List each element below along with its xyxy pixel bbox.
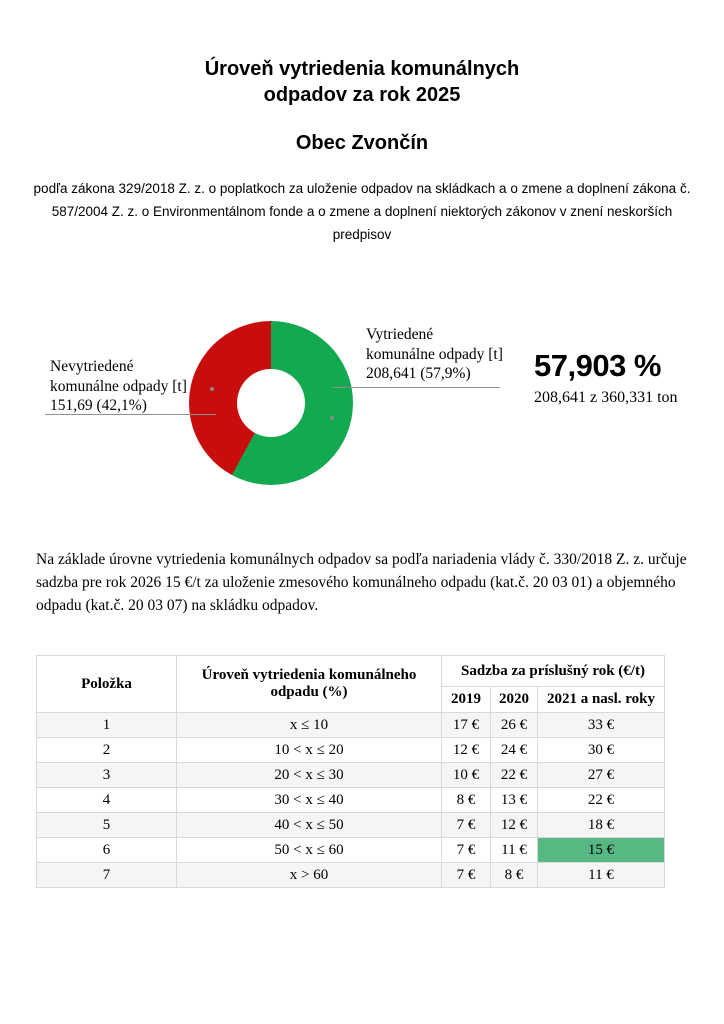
body-paragraph: Na základe úrovne vytriedenia komunálnych odpadov sa podľa nariadenia vlády č. 330/2018 Z. z. určuje sadzba pre rok 2026 15 €/t za uloženie zmesového komunálneho odpadu (kat.č. 20 03 01) a objemného odpadu (kat.č. 20 03 07) na skládku odpadov. [36, 551, 687, 614]
rate-2019-cell: 7 € [442, 863, 491, 888]
unsorted-label-line2: komunálne odpady [t] [50, 377, 187, 395]
table-row [37, 738, 665, 763]
rate-2021-cell: 11 € [538, 863, 665, 888]
rate-2019-cell: 8 € [442, 788, 491, 813]
table-row [37, 863, 665, 888]
range-cell: 40 < x ≤ 50 [177, 813, 442, 838]
leader-line-sorted [333, 387, 500, 388]
col-header-2019: 2019 [442, 687, 491, 713]
table-row [37, 813, 665, 838]
col-header-2020: 2020 [491, 687, 538, 713]
range-cell: 30 < x ≤ 40 [177, 788, 442, 813]
col-header-2021: 2021 a nasl. roky [538, 687, 665, 713]
rate-2019-cell: 17 € [442, 713, 491, 738]
range-cell: 20 < x ≤ 30 [177, 763, 442, 788]
rate-2021-cell-highlighted: 15 € [538, 838, 665, 863]
col-header-item: Položka [37, 656, 177, 713]
page-title-line1: Úroveň vytriedenia komunálnych [204, 58, 520, 80]
table-row [37, 838, 665, 863]
rate-2020-cell: 13 € [491, 788, 538, 813]
donut-chart [189, 321, 353, 485]
rate-2019-cell: 7 € [442, 813, 491, 838]
item-cell: 7 [37, 863, 177, 888]
rate-2020-cell: 24 € [491, 738, 538, 763]
green-slice-marker-dot [330, 416, 334, 420]
range-cell: x ≤ 10 [177, 713, 442, 738]
unsorted-label-line3: 151,69 (42,1%) [50, 397, 147, 414]
item-cell: 2 [37, 738, 177, 763]
item-cell: 4 [37, 788, 177, 813]
rate-2019-cell: 12 € [442, 738, 491, 763]
unsorted-slice-label [50, 357, 187, 416]
page-title [0, 56, 724, 108]
item-cell: 1 [37, 713, 177, 738]
rate-2020-cell: 11 € [491, 838, 538, 863]
intro-paragraph: podľa zákona 329/2018 Z. z. o poplatkoch za uloženie odpadov na skládkach a o zmene a doplnení zákona č. 587/2004 Z. z. o Environmentálnom fonde a o zmene a doplnení niektorých zákonov v znení neskorších predpisov [33, 181, 691, 242]
page-title-line2: odpadov za rok 2025 [263, 84, 461, 106]
item-cell: 6 [37, 838, 177, 863]
range-cell: 50 < x ≤ 60 [177, 838, 442, 863]
sorted-slice-label [366, 325, 503, 384]
rate-2021-cell: 18 € [538, 813, 665, 838]
headline-percent: 57,903 % [534, 348, 661, 383]
rate-2021-cell: 27 € [538, 763, 665, 788]
rate-2021-cell: 30 € [538, 738, 665, 763]
sorted-label-line2: komunálne odpady [t] [366, 345, 503, 363]
col-header-rate-group: Sadzba za príslušný rok (€/t) [442, 656, 665, 687]
item-cell: 5 [37, 813, 177, 838]
headline-subtitle: 208,641 z 360,331 ton [534, 389, 678, 406]
municipality-name: Obec Zvončín [295, 132, 429, 154]
headline-block [534, 348, 678, 407]
rates-table [36, 655, 665, 888]
rate-2020-cell: 12 € [491, 813, 538, 838]
rate-2019-cell: 7 € [442, 838, 491, 863]
rate-2021-cell: 22 € [538, 788, 665, 813]
table-row [37, 763, 665, 788]
rate-2020-cell: 22 € [491, 763, 538, 788]
item-cell: 3 [37, 763, 177, 788]
range-cell: 10 < x ≤ 20 [177, 738, 442, 763]
rate-2020-cell: 26 € [491, 713, 538, 738]
table-row [37, 713, 665, 738]
red-slice-marker-dot [210, 387, 214, 391]
sorted-label-line3: 208,641 (57,9%) [366, 365, 471, 382]
sorted-label-line1: Vytriedené [366, 326, 434, 343]
rate-2020-cell: 8 € [491, 863, 538, 888]
range-cell: x > 60 [177, 863, 442, 888]
unsorted-label-line1: Nevytriedené [50, 358, 134, 375]
rate-2019-cell: 10 € [442, 763, 491, 788]
table-row [37, 788, 665, 813]
col-header-level: Úroveň vytriedenia komunálneho odpadu (%) [177, 656, 442, 713]
donut-hole [237, 369, 305, 437]
rate-2021-cell: 33 € [538, 713, 665, 738]
